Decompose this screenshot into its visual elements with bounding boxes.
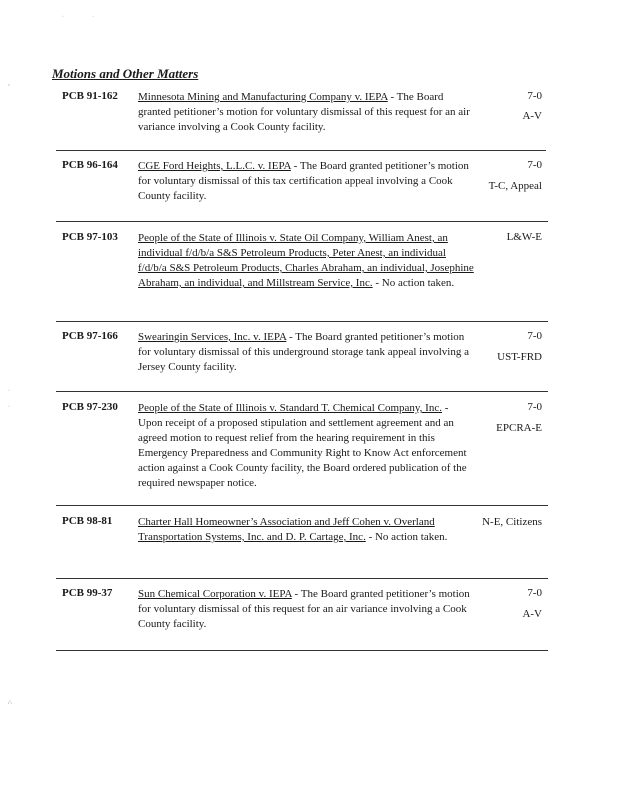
- case-type: A-V: [522, 110, 542, 122]
- case-parties: Minnesota Mining and Manufacturing Company v. IEPA: [138, 91, 388, 103]
- entry-divider: [56, 578, 548, 579]
- case-type: EPCRA-E: [496, 422, 542, 434]
- case-parties: Sun Chemical Corporation v. IEPA: [138, 588, 292, 600]
- case-action-text: - The Board granted petitioner’s motion for voluntary dismissal of this request for an air variance involving a Cook County facility.: [138, 588, 470, 630]
- case-description: [138, 90, 474, 135]
- vote-count: 7-0: [527, 159, 542, 171]
- entry-divider: [56, 650, 548, 651]
- case-action-text: - No action taken.: [365, 531, 448, 543]
- entry-divider: [56, 150, 546, 151]
- case-parties: CGE Ford Heights, L.L.C. v. IEPA: [138, 160, 291, 172]
- case-description: [138, 231, 474, 291]
- case-action-text: - Upon receipt of a proposed stipulation and settlement agreement and an agreed motion to request relief from the hearing requirement in this Emergency Preparedness and Community Right to Know Act enforcement action against a Cook County facility, the Board ordered publication of the required newspaper notice.: [138, 402, 467, 489]
- scan-speck: ·: [92, 14, 94, 20]
- scan-speck: ·: [8, 388, 10, 394]
- entry-divider: [56, 505, 548, 506]
- case-type: A-V: [522, 608, 542, 620]
- scan-speck: ·: [8, 404, 10, 410]
- case-number: PCB 97-230: [62, 401, 118, 413]
- case-number: PCB 98-81: [62, 515, 113, 527]
- entry-divider: [56, 221, 548, 222]
- case-description: [138, 515, 474, 545]
- case-number: PCB 99-37: [62, 587, 113, 599]
- vote-count: 7-0: [527, 401, 542, 413]
- case-action-text: - The Board granted petitioner’s motion for voluntary dismissal of this request for an air variance involving a Cook County facility.: [138, 91, 470, 133]
- case-parties: People of the State of Illinois v. Standard T. Chemical Company, Inc.: [138, 402, 442, 414]
- case-action-text: - The Board granted petitioner’s motion for voluntary dismissal of this tax certification appeal involving a Cook County facility.: [138, 160, 469, 202]
- case-description: [138, 330, 474, 375]
- case-type: T-C, Appeal: [488, 180, 542, 192]
- case-action-text: - No action taken.: [372, 277, 455, 289]
- case-action-text: - The Board granted petitioner’s motion for voluntary dismissal of this underground storage tank appeal involving a Jersey County facility.: [138, 331, 469, 373]
- section-heading: Motions and Other Matters: [52, 66, 199, 81]
- case-parties: Charter Hall Homeowner’s Association and Jeff Cohen v. Overland Transportation Systems, Inc. and D. P. Cartage, Inc.: [138, 516, 435, 543]
- vote-count: 7-0: [527, 90, 542, 102]
- scan-speck: ∴: [8, 700, 12, 706]
- entry-divider: [56, 321, 548, 322]
- case-parties: Swearingin Services, Inc. v. IEPA: [138, 331, 287, 343]
- case-number: PCB 91-162: [62, 90, 118, 102]
- scan-speck: ·: [62, 14, 64, 20]
- case-description: [138, 159, 474, 204]
- case-description: [138, 587, 474, 632]
- case-number: PCB 96-164: [62, 159, 118, 171]
- case-type: UST-FRD: [497, 351, 542, 363]
- case-description: [138, 401, 474, 491]
- scan-speck: ‘: [8, 84, 10, 90]
- case-number: PCB 97-166: [62, 330, 118, 342]
- case-type: N-E, Citizens: [482, 516, 542, 528]
- case-parties: People of the State of Illinois v. State Oil Company, William Anest, an individual f/d/b/a S&S Petroleum Products, Peter Anest, an individual f/d/b/a S&S Petroleum Products, Charles Abraham, an individual, Josephine Abraham, an individual, and Millstream Service, Inc.: [138, 232, 474, 289]
- vote-count: 7-0: [527, 330, 542, 342]
- entry-divider: [56, 391, 548, 392]
- vote-count: 7-0: [527, 587, 542, 599]
- case-number: PCB 97-103: [62, 231, 118, 243]
- case-type: L&W-E: [506, 231, 542, 243]
